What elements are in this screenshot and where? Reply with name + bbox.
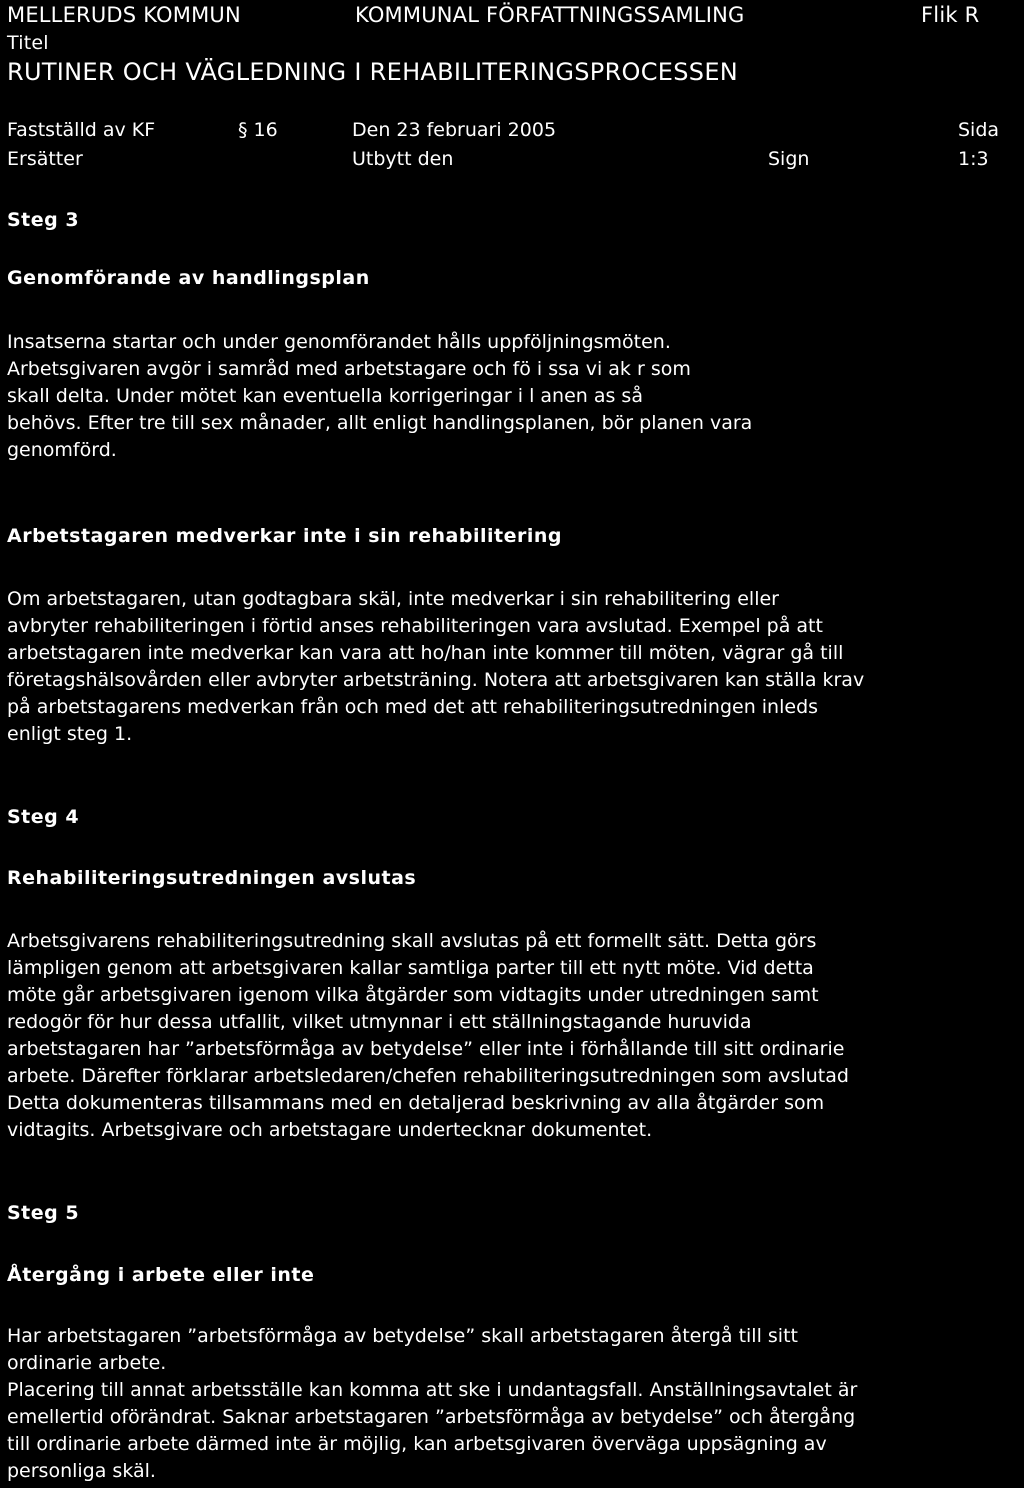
section-body — [7, 1323, 857, 1485]
page-label: Sida — [958, 119, 1000, 141]
body-line: Om arbetstagaren, utan godtagbara skäl, inte medverkar i sin rehabilitering eller — [7, 588, 779, 610]
replaced-label: Utbytt den — [352, 148, 454, 170]
body-line: vidtagits. Arbetsgivare och arbetstagare undertecknar dokumentet. — [7, 1119, 653, 1141]
body-line: lämpligen genom att arbetsgivaren kallar samtliga parter till ett nytt möte. Vid detta — [7, 957, 814, 979]
body-line: företagshälsovården eller avbryter arbetsträning. Notera att arbetsgivaren kan ställa krav — [7, 669, 865, 691]
section-heading: Rehabiliteringsutredningen avslutas — [7, 867, 417, 889]
body-line: till ordinarie arbete därmed inte är möjlig, kan arbetsgivaren överväga uppsägning av — [7, 1433, 827, 1455]
step-heading: Steg 3 — [7, 209, 80, 231]
body-line: arbete. Därefter förklarar arbetsledaren/chefen rehabiliteringsutredningen som avslutad — [7, 1065, 849, 1087]
section-heading: Genomförande av handlingsplan — [7, 267, 370, 289]
body-line: redogör för hur dessa utfallit, vilket utmynnar i ett ställningstagande huruvida — [7, 1011, 752, 1033]
adopted-date: Den 23 februari 2005 — [352, 119, 557, 141]
body-line: på arbetstagarens medverkan från och med det att rehabiliteringsutredningen inleds — [7, 696, 819, 718]
sign-label: Sign — [768, 148, 810, 170]
body-line: arbetstagaren inte medverkar kan vara att ho/han inte kommer till möten, vägrar gå till — [7, 642, 844, 664]
body-line: ordinarie arbete. — [7, 1352, 167, 1374]
section-body — [7, 928, 849, 1144]
paragraph-number: § 16 — [238, 119, 278, 141]
body-line: möte går arbetsgivaren igenom vilka åtgärder som vidtagits under utredningen samt — [7, 984, 819, 1006]
body-line: Placering till annat arbetsställe kan komma att ske i undantagsfall. Anställningsavtalet är — [7, 1379, 858, 1401]
body-line: genomförd. — [7, 439, 117, 461]
body-line: behövs. Efter tre till sex månader, allt enligt handlingsplanen, bör planen vara — [7, 412, 753, 434]
collection-name: KOMMUNAL FÖRFATTNINGSSAMLING — [355, 3, 745, 27]
step-heading: Steg 5 — [7, 1202, 80, 1224]
body-line: emellertid oförändrat. Saknar arbetstagaren ”arbetsförmåga av betydelse” och återgång — [7, 1406, 856, 1428]
section-body — [7, 329, 752, 464]
municipality-name: MELLERUDS KOMMUN — [7, 3, 241, 27]
body-line: personliga skäl. — [7, 1460, 156, 1482]
body-line: Arbetsgivaren avgör i samråd med arbetstagare och fö i ssa vi ak r som — [7, 358, 691, 380]
replaces-label: Ersätter — [7, 148, 83, 170]
section-heading: Arbetstagaren medverkar inte i sin rehabilitering — [7, 525, 562, 547]
title-label: Titel — [7, 32, 49, 54]
page-number: 1:3 — [958, 148, 989, 170]
body-line: enligt steg 1. — [7, 723, 133, 745]
adopted-label: Fastställd av KF — [7, 119, 156, 141]
body-line: avbryter rehabiliteringen i förtid anses rehabiliteringen vara avslutad. Exempel på att — [7, 615, 823, 637]
body-line: Har arbetstagaren ”arbetsförmåga av betydelse” skall arbetstagaren återgå till sitt — [7, 1325, 798, 1347]
body-line: Detta dokumenteras tillsammans med en detaljerad beskrivning av alla åtgärder som — [7, 1092, 825, 1114]
body-line: arbetstagaren har ”arbetsförmåga av betydelse” eller inte i förhållande till sitt ordinarie — [7, 1038, 845, 1060]
document-title: RUTINER OCH VÄGLEDNING I REHABILITERINGSPROCESSEN — [7, 58, 739, 86]
body-line: skall delta. Under mötet kan eventuella korrigeringar i l anen as så — [7, 385, 643, 407]
step-heading: Steg 4 — [7, 806, 80, 828]
body-line: Arbetsgivarens rehabiliteringsutredning skall avslutas på ett formellt sätt. Detta görs — [7, 930, 817, 952]
section-body — [7, 586, 864, 748]
section-heading: Återgång i arbete eller inte — [7, 1264, 315, 1286]
body-line: Insatserna startar och under genomförandet hålls uppföljningsmöten. — [7, 331, 671, 353]
tab-label: Flik R — [921, 3, 980, 27]
